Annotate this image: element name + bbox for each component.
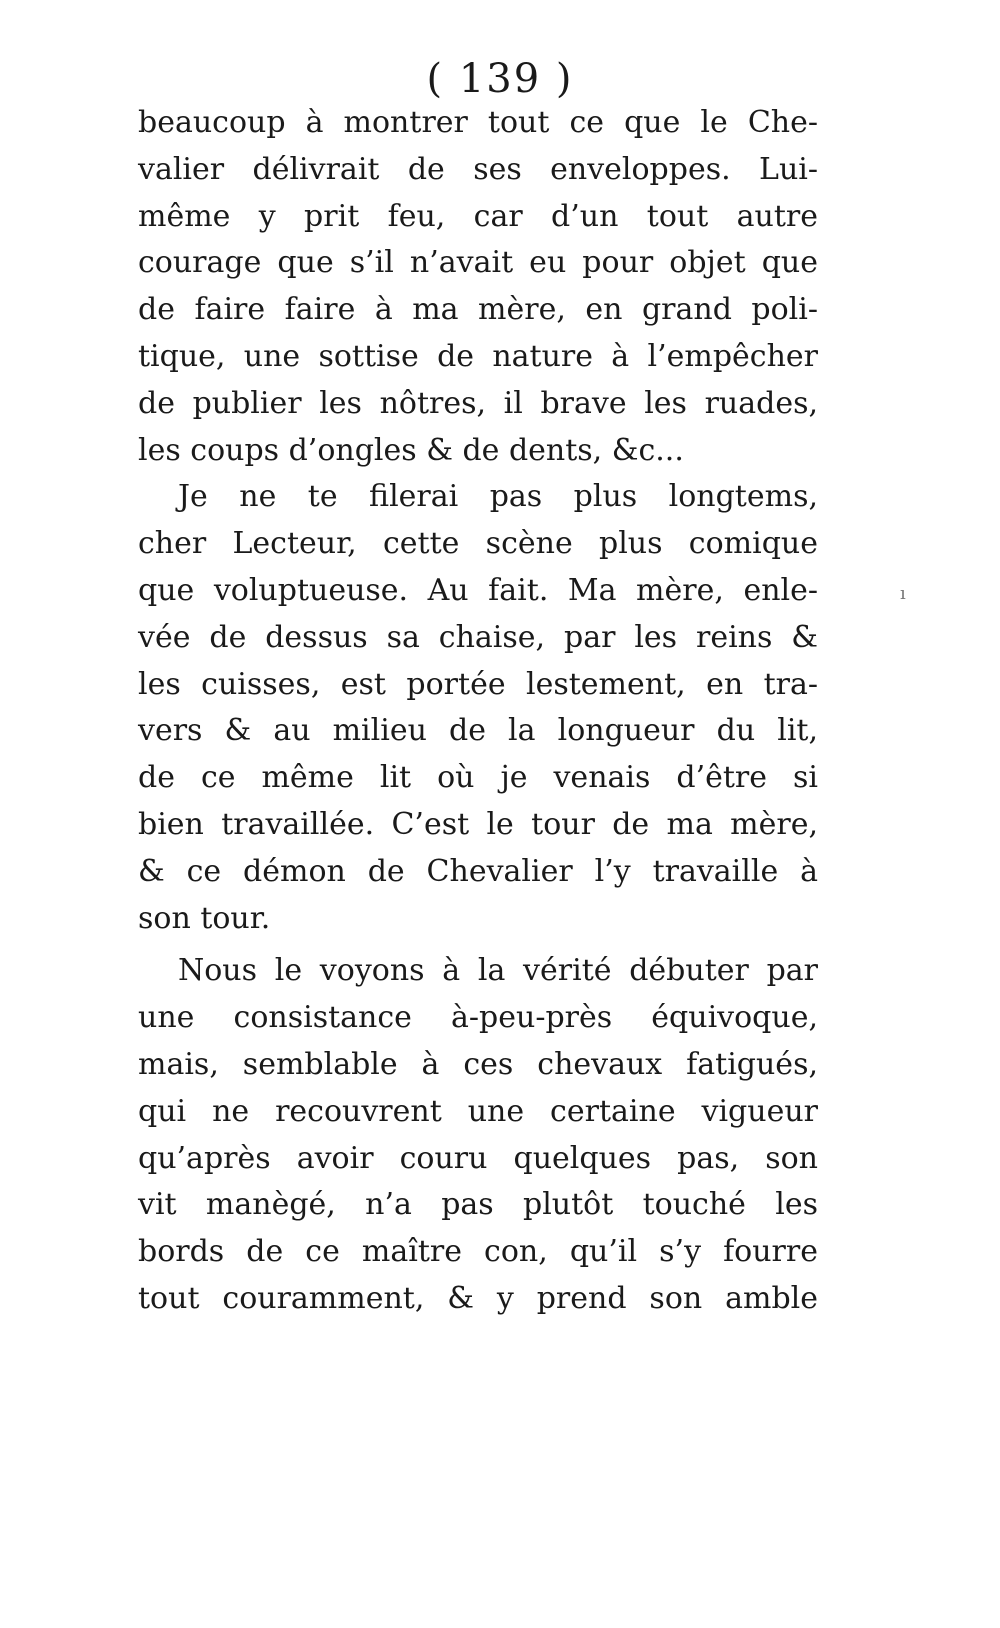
text-line: Nous le voyons à la vérité débuter par <box>178 953 818 989</box>
text-line: que voluptueuse. Au fait. Ma mère, enle- <box>138 572 818 608</box>
paragraph-1 <box>138 100 818 474</box>
text-line: bien travaillée. C’est le tour de ma mère, <box>138 806 818 842</box>
text-line: de ce même lit où je venais d’être si <box>138 760 818 796</box>
text-line: vée de dessus sa chaise, par les reins & <box>138 619 818 655</box>
text-line: les coups d’ongles & de dents, &c... <box>138 432 684 468</box>
text-line: vers & au milieu de la longueur du lit, <box>138 713 818 749</box>
text-line: vit manègé, n’a pas plutôt touché les <box>138 1187 818 1223</box>
paragraph-2 <box>138 474 818 942</box>
text-line: beaucoup à montrer tout ce que le Che- <box>138 105 818 140</box>
text-line: courage que s’il n’avait eu pour objet que <box>138 245 818 281</box>
text-line: cher Lecteur, cette scène plus comique <box>138 526 818 562</box>
text-line: de publier les nôtres, il brave les ruades, <box>138 385 818 421</box>
paragraph-3 <box>138 948 818 1322</box>
text-line: une consistance à-peu-près équivoque, <box>138 1000 818 1036</box>
body-text <box>138 100 818 1323</box>
text-line: même y prit feu, car d’un tout autre <box>138 198 818 234</box>
text-line: Je ne te filerai pas plus longtems, <box>178 479 818 515</box>
text-line: mais, semblable à ces chevaux fatigués, <box>138 1046 818 1082</box>
page-number: ( 139 ) <box>426 56 574 102</box>
text-line: son tour. <box>138 900 271 936</box>
text-line: bords de ce maître con, qu’il s’y fourre <box>138 1234 818 1270</box>
text-line: de faire faire à ma mère, en grand poli- <box>138 292 818 328</box>
margin-mark: ı <box>900 583 906 604</box>
text-line: qui ne recouvrent une certaine vigueur <box>138 1093 818 1129</box>
text-line: qu’après avoir couru quelques pas, son <box>138 1140 818 1176</box>
text-line: tique, une sottise de nature à l’empêcher <box>138 338 818 374</box>
text-line: & ce démon de Chevalier l’y travaille à <box>138 853 818 889</box>
text-line: valier délivrait de ses enveloppes. Lui- <box>138 151 818 187</box>
text-line: les cuisses, est portée lestement, en tra- <box>138 666 818 702</box>
text-line: tout couramment, & y prend son amble <box>138 1280 818 1316</box>
